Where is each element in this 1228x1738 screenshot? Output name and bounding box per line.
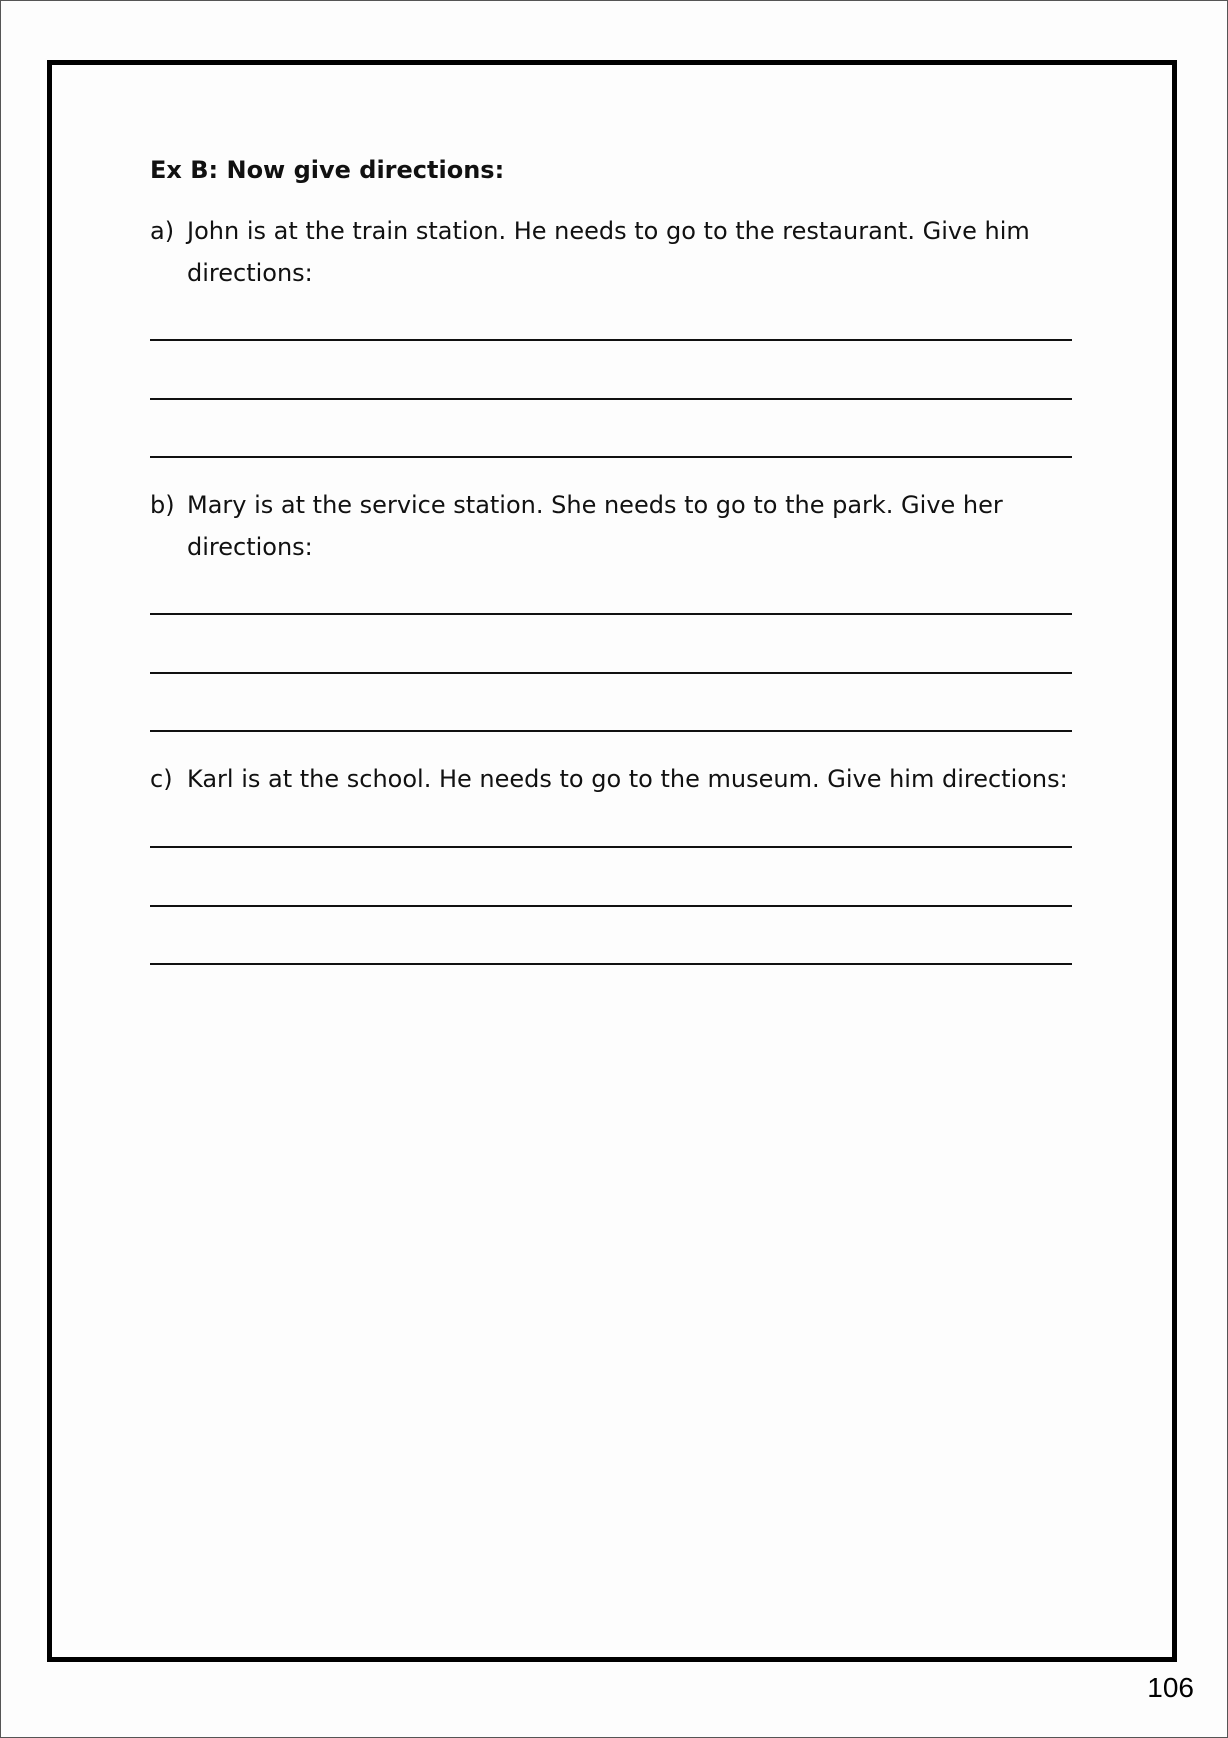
answer-line-a-3[interactable] [150, 456, 1072, 458]
answer-line-b-2[interactable] [150, 672, 1072, 674]
answer-line-c-1[interactable] [150, 846, 1072, 848]
question-c [150, 758, 1074, 800]
question-text: Karl is at the school. He needs to go to the museum. Give him directions: [187, 765, 1068, 793]
answer-line-b-3[interactable] [150, 730, 1072, 732]
question-letter: b) [150, 491, 175, 519]
question-b [150, 484, 1074, 568]
answer-line-c-3[interactable] [150, 963, 1072, 965]
answer-line-a-2[interactable] [150, 398, 1072, 400]
question-text: Mary is at the service station. She needs to go to the park. Give her directions: [187, 491, 1003, 561]
exercise-heading: Ex B: Now give directions: [150, 156, 505, 184]
answer-line-a-1[interactable] [150, 339, 1072, 341]
answer-line-b-1[interactable] [150, 613, 1072, 615]
question-a [150, 210, 1074, 294]
question-letter: c) [150, 765, 173, 793]
question-text: John is at the train station. He needs to go to the restaurant. Give him directions: [187, 217, 1030, 287]
page-number: 106 [1147, 1672, 1194, 1703]
question-letter: a) [150, 217, 175, 245]
worksheet-frame [47, 60, 1177, 1662]
answer-line-c-2[interactable] [150, 905, 1072, 907]
